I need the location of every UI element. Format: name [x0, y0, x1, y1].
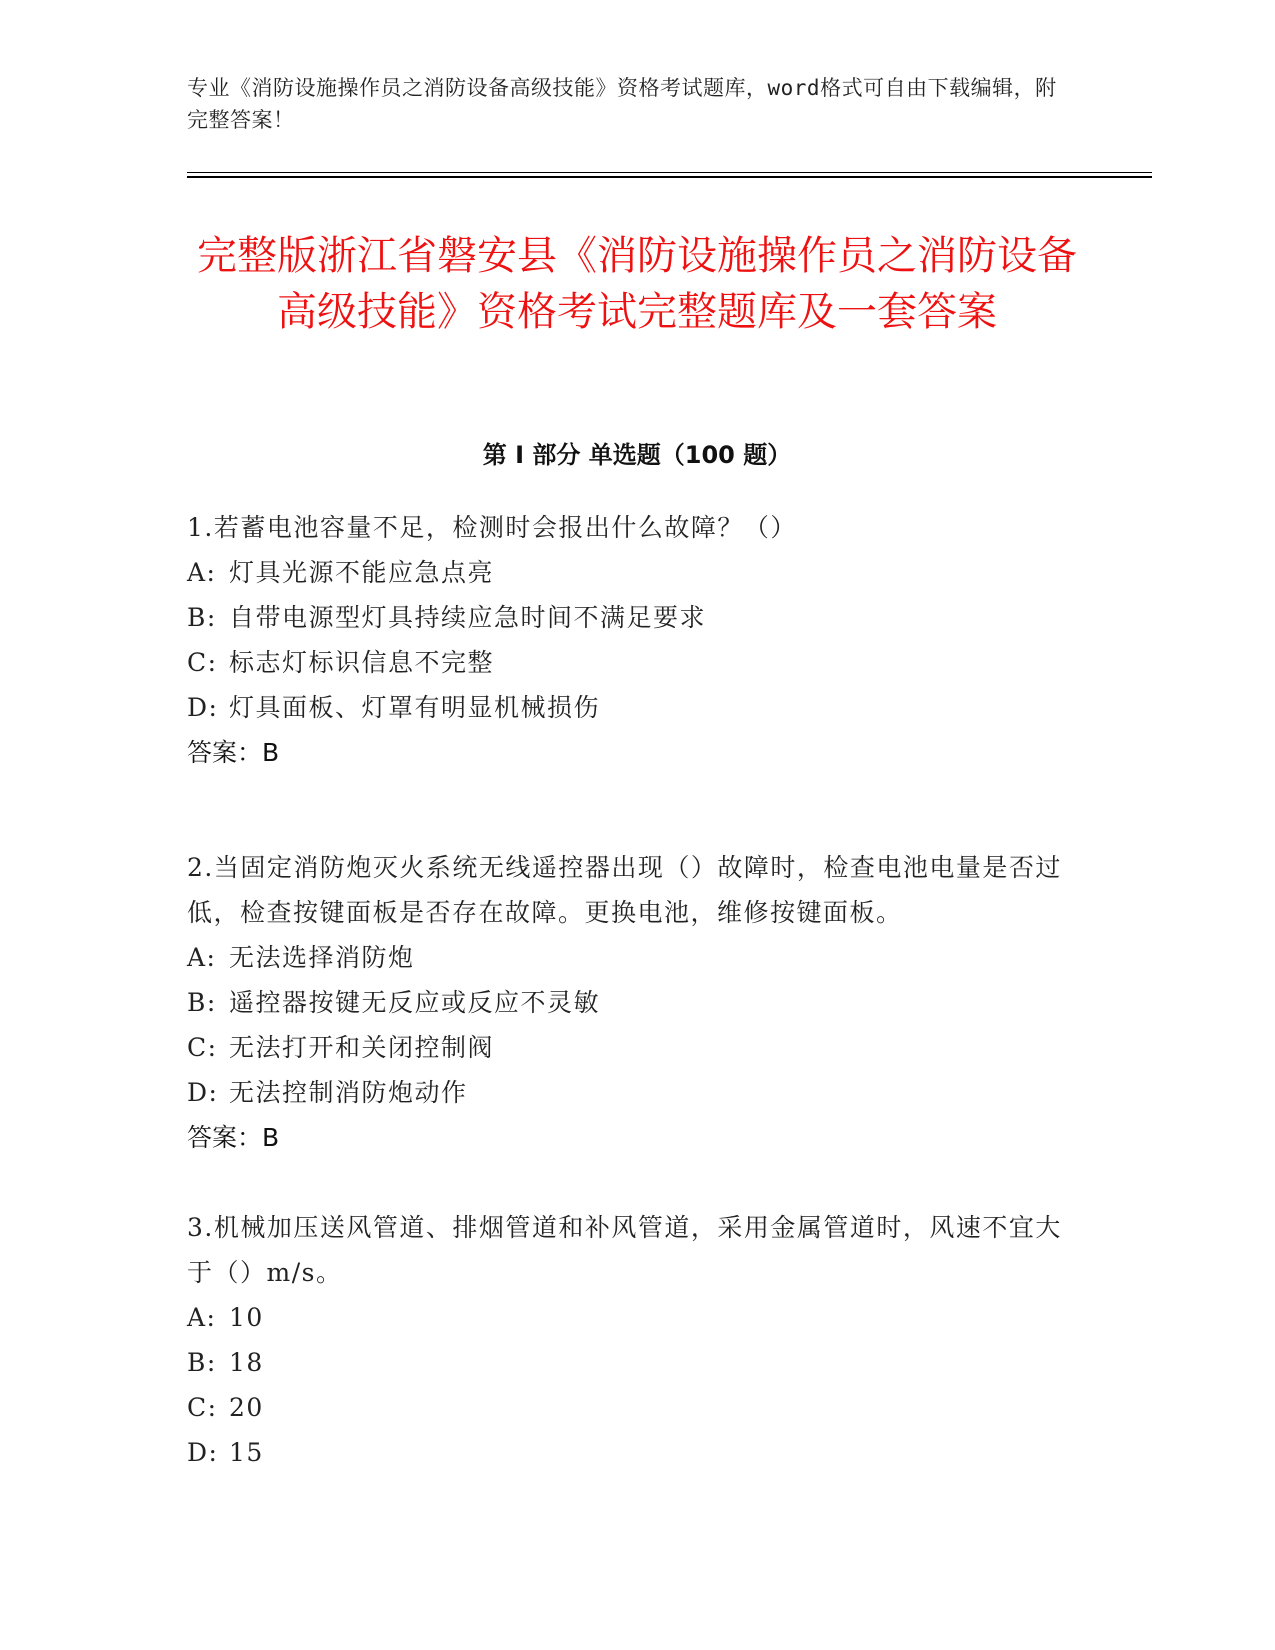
question-stem: 1.若蓄电池容量不足，检测时会报出什么故障？（） [187, 513, 797, 542]
option-a [187, 1295, 1087, 1340]
question-stem: 2.当固定消防炮灭火系统无线遥控器出现（）故障时，检查电池电量是否过低，检查按键面板是否存在故障。更换电池，维修按键面板。 [187, 853, 1062, 927]
option-text: 15 [229, 1438, 264, 1467]
header-note: 专业《消防设施操作员之消防设备高级技能》资格考试题库，word格式可自由下载编辑，附完整答案！ [187, 76, 1057, 132]
option-key: B: [187, 1348, 217, 1377]
option-key: B: [187, 988, 217, 1017]
option-key: A: [187, 1303, 217, 1332]
option-text: 18 [229, 1348, 264, 1377]
option-key: A: [187, 558, 217, 587]
option-key: D: [187, 1078, 219, 1107]
option-b [187, 1340, 1087, 1385]
question-2 [187, 845, 1087, 1160]
option-key: B: [187, 603, 217, 632]
option-text: 标志灯标识信息不完整 [229, 648, 495, 677]
option-d [187, 1430, 1087, 1475]
option-c [187, 640, 1087, 685]
option-text: 20 [229, 1393, 264, 1422]
option-text: 灯具面板、灯罩有明显机械损伤 [229, 693, 601, 722]
option-text: 自带电源型灯具持续应急时间不满足要求 [229, 603, 707, 632]
option-key: C: [187, 648, 218, 677]
document-title: 完整版浙江省磐安县《消防设施操作员之消防设备高级技能》资格考试完整题库及一套答案 [197, 233, 1077, 335]
option-text: 10 [229, 1303, 264, 1332]
section-heading: 第 I 部分 单选题（100 题） [482, 441, 792, 469]
option-b [187, 595, 1087, 640]
option-a [187, 935, 1087, 980]
answer: 答案：B [187, 1123, 280, 1152]
option-key: D: [187, 1438, 219, 1467]
question-1 [187, 505, 1087, 775]
option-text: 无法打开和关闭控制阀 [229, 1033, 495, 1062]
option-key: D: [187, 693, 219, 722]
option-key: C: [187, 1033, 218, 1062]
option-c [187, 1025, 1087, 1070]
header-rule-thick [187, 176, 1152, 178]
option-key: C: [187, 1393, 218, 1422]
option-b [187, 980, 1087, 1025]
option-d [187, 685, 1087, 730]
question-stem: 3.机械加压送风管道、排烟管道和补风管道，采用金属管道时，风速不宜大于（）m/s。 [187, 1213, 1062, 1287]
option-c [187, 1385, 1087, 1430]
option-text: 灯具光源不能应急点亮 [229, 558, 495, 587]
option-text: 无法控制消防炮动作 [229, 1078, 468, 1107]
question-3 [187, 1205, 1087, 1475]
option-text: 遥控器按键无反应或反应不灵敏 [229, 988, 601, 1017]
option-text: 无法选择消防炮 [229, 943, 415, 972]
answer: 答案：B [187, 738, 280, 767]
header-rule-thin [187, 172, 1152, 173]
option-key: A: [187, 943, 217, 972]
option-a [187, 550, 1087, 595]
option-d [187, 1070, 1087, 1115]
